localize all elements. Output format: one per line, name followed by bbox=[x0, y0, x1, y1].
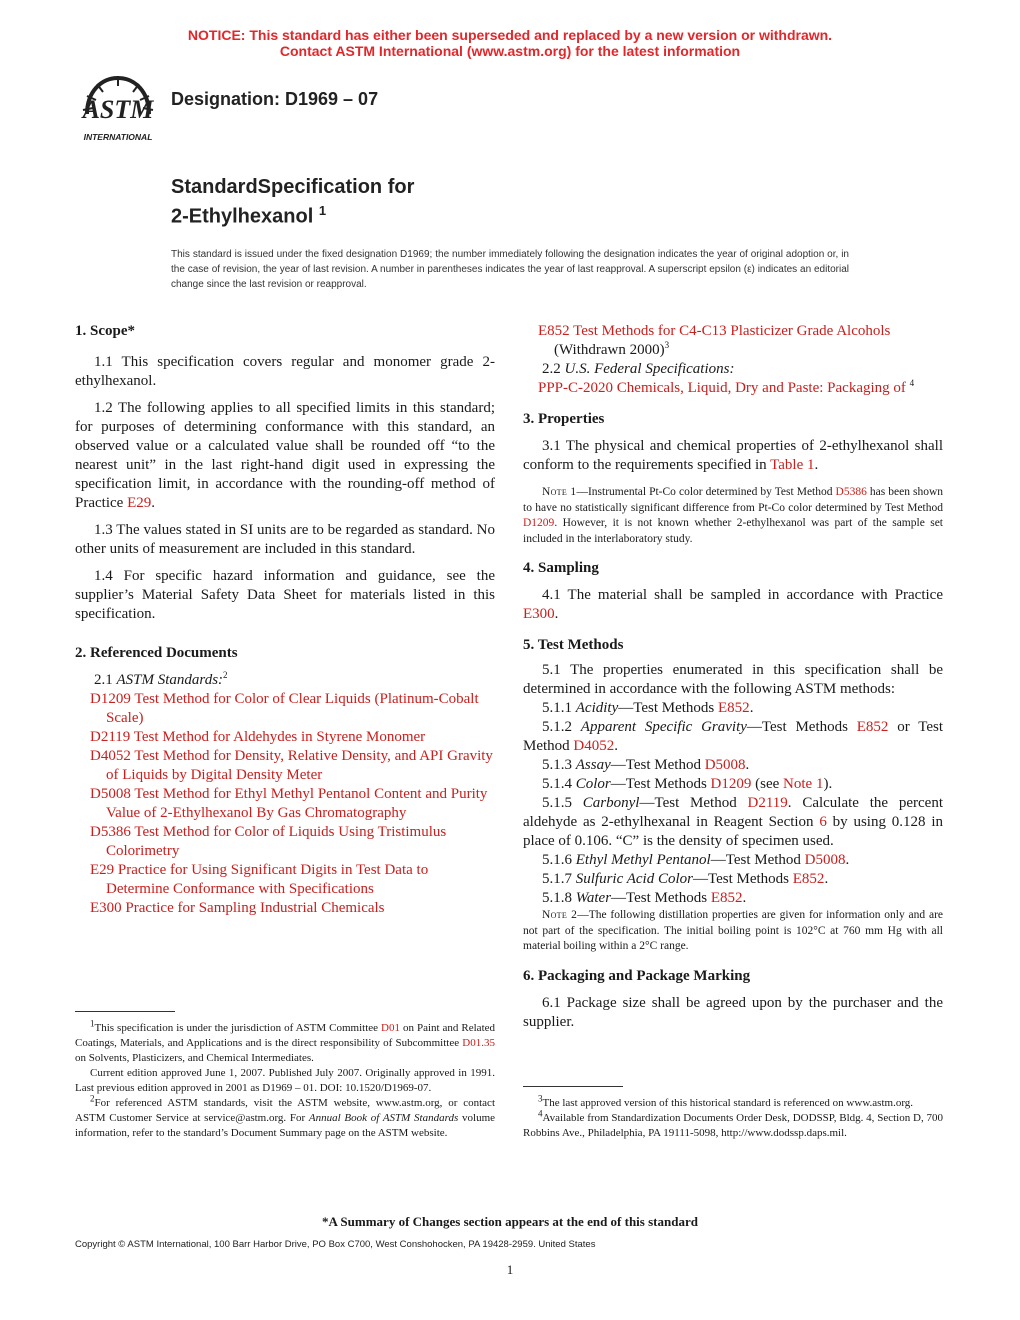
note-1 bbox=[523, 485, 943, 547]
footnote-1 bbox=[75, 1018, 496, 1066]
item-text: —Test Method bbox=[710, 852, 805, 868]
item-name: Color bbox=[575, 776, 611, 792]
para-1-3: 1.3 The values stated in SI units are to be regarded as standard. No other units of measurement are included in this standard. bbox=[75, 522, 495, 557]
item-num: 5.1.2 bbox=[542, 719, 581, 735]
footnote-4 bbox=[523, 1108, 943, 1141]
logo-international: INTERNATIONAL bbox=[83, 132, 153, 142]
ref-title[interactable]: Test Method for Aldehydes in Styrene Monomer bbox=[130, 729, 426, 745]
item-5-1-5 bbox=[523, 794, 943, 851]
para-4-1-text: 4.1 The material shall be sampled in accordance with Practice bbox=[542, 587, 943, 603]
item-link[interactable]: E852 bbox=[718, 700, 750, 716]
para-1-2-text: 1.2 The following applies to all specified limits in this standard; for purposes of determining conformance with this standard, an observed value or a calculated value shall be rounded off “to the nearest unit” in the last right-hand digit used in expressing the specification limit, in accordance with the rounding-off method of Practice bbox=[75, 400, 495, 511]
para-4-1 bbox=[523, 586, 943, 624]
item-text: —Test Methods bbox=[611, 890, 711, 906]
link-d01-35[interactable]: D01.35 bbox=[462, 1037, 495, 1049]
footnote-4-mark: 4 bbox=[538, 1108, 543, 1119]
para-2-1 bbox=[75, 671, 495, 690]
section-5-heading: 5. Test Methods bbox=[523, 637, 624, 653]
footnote-rule-left bbox=[75, 1011, 175, 1012]
ref-d5008[interactable] bbox=[75, 785, 495, 823]
footnote-2-text-a: For referenced ASTM standards, visit the ASTM website, www.astm.org, or contact ASTM Customer Service at service@astm.org. For bbox=[75, 1097, 495, 1124]
item-link-2[interactable]: D4052 bbox=[573, 738, 615, 754]
ref-e300[interactable] bbox=[75, 899, 495, 918]
item-num: 5.1.3 bbox=[542, 757, 576, 773]
item-end: . bbox=[845, 852, 850, 868]
item-end: . bbox=[742, 890, 747, 906]
section-1-heading: 1. Scope* bbox=[75, 323, 135, 339]
para-3-1-text: 3.1 The physical and chemical properties of 2-ethylhexanol shall conform to the requirements specified in bbox=[523, 438, 943, 473]
item-link[interactable]: E852 bbox=[792, 871, 825, 887]
note-1-text-a: —Instrumental Pt-Co color determined by Test Method bbox=[576, 486, 836, 498]
astm-logo-icon bbox=[73, 70, 163, 148]
designation: Designation: D1969 – 07 bbox=[171, 89, 379, 109]
ref-title[interactable]: Test Methods for C4-C13 Plasticizer Grade Alcohols bbox=[569, 323, 891, 339]
para-2-2-italic: U.S. Federal Specifications: bbox=[564, 361, 735, 377]
link-e300[interactable]: E300 bbox=[523, 606, 555, 622]
superseded-notice bbox=[0, 27, 1020, 59]
link-d5386[interactable]: D5386 bbox=[835, 486, 867, 498]
item-num: 5.1.5 bbox=[542, 795, 583, 811]
note-1-text-c: . However, it is not known whether 2-ethylhexanol was part of the sample set included in the interlaboratory study. bbox=[523, 517, 943, 545]
para-2-1-label: 2.1 bbox=[94, 672, 117, 688]
item-name: Water bbox=[575, 890, 612, 906]
item-num: 5.1.8 bbox=[542, 890, 576, 906]
ref-withdrawn: (Withdrawn 2000) bbox=[554, 342, 665, 358]
item-text: —Test Method bbox=[639, 795, 748, 811]
footnotes-right bbox=[523, 1093, 943, 1141]
item-5-1-4 bbox=[523, 775, 943, 794]
ref-code[interactable]: E852 bbox=[538, 323, 570, 339]
issuance-statement: This standard is issued under the fixed designation D1969; the number immediately following the designation indicates the year of original adoption or, in the case of revision, the year of last revision. A number in parentheses indicates the year of last reapproval. A superscript epsilon (ε) indicates an editorial change since the last revision or reapproval. bbox=[171, 249, 849, 290]
ref-code[interactable]: PPP-C-2020 bbox=[538, 380, 614, 396]
footnote-3-mark: 3 bbox=[538, 1093, 543, 1104]
page-title bbox=[171, 175, 414, 229]
ref-code[interactable]: D4052 bbox=[90, 748, 131, 764]
item-link[interactable]: E852 bbox=[710, 890, 743, 906]
item-link-2[interactable]: 6 bbox=[819, 814, 827, 830]
para-2-2 bbox=[523, 360, 943, 379]
link-e29[interactable]: E29 bbox=[127, 495, 152, 511]
logo-letters: ASTM bbox=[82, 95, 154, 124]
para-1-2-end: . bbox=[151, 495, 155, 511]
item-name: Sulfuric Acid Color bbox=[575, 871, 693, 887]
ref-code[interactable]: D2119 bbox=[90, 729, 131, 745]
item-text: —Test Method bbox=[610, 757, 705, 773]
section-3-heading: 3. Properties bbox=[523, 411, 605, 427]
page-number: 1 bbox=[506, 1262, 514, 1277]
footnote-1-mark: 1 bbox=[90, 1018, 95, 1029]
item-link[interactable]: D2119 bbox=[747, 795, 788, 811]
link-d01[interactable]: D01 bbox=[381, 1022, 400, 1034]
item-text: —Test Methods bbox=[692, 871, 793, 887]
ref-e29[interactable] bbox=[75, 861, 495, 899]
item-num: 5.1.7 bbox=[542, 871, 576, 887]
item-end: ). bbox=[823, 776, 833, 792]
footnote-1-text-b: on Paint and Related Coatings, Materials, and Applications and is the direct responsibility of Subcommittee bbox=[75, 1022, 496, 1049]
ref-d5386[interactable] bbox=[75, 823, 495, 861]
title-line-2 bbox=[171, 199, 414, 229]
footnote-rule-right bbox=[523, 1086, 623, 1087]
item-5-1-6 bbox=[523, 851, 943, 870]
footnote-2-italic: Annual Book of ASTM Standards bbox=[308, 1112, 459, 1124]
note-1-text-b: has been shown to have no statistically significant difference from Pt-Co color determined by Test Method bbox=[523, 486, 943, 514]
footnote-2-mark: 2 bbox=[90, 1093, 95, 1104]
astm-logo bbox=[73, 70, 163, 148]
note-2-label: Note 2 bbox=[542, 909, 578, 921]
ref-title[interactable]: Test Method for Density, Relative Density, and API Gravity of Liquids by Digital Density Meter bbox=[106, 748, 493, 783]
notice-line-2: Contact ASTM International (www.astm.org) for the latest information bbox=[279, 43, 741, 59]
ref-title[interactable]: Test Method for Color of Clear Liquids (Platinum-Cobalt Scale) bbox=[106, 691, 479, 726]
footnote-3-text: The last approved version of this historical standard is referenced on www.astm.org. bbox=[542, 1097, 914, 1109]
fn-mark-2[interactable]: 2 bbox=[223, 670, 228, 680]
item-5-1-3 bbox=[523, 756, 943, 775]
item-link-2[interactable]: Note 1 bbox=[783, 776, 824, 792]
item-5-1-1 bbox=[523, 699, 943, 718]
left-column bbox=[75, 322, 495, 918]
ref-d2119[interactable] bbox=[75, 728, 495, 747]
footnote-2-text-b: volume information, refer to the standard’s Document Summary page on the ASTM website. bbox=[75, 1112, 496, 1139]
section-6-heading: 6. Packaging and Package Marking bbox=[523, 967, 751, 984]
para-3-1-end: . bbox=[814, 457, 819, 473]
link-table-1[interactable]: Table 1 bbox=[770, 457, 815, 473]
item-end: . bbox=[614, 738, 619, 754]
ref-d1209[interactable] bbox=[75, 690, 495, 728]
item-link[interactable]: D1209 bbox=[710, 776, 752, 792]
footnote-1-text-c: on Solvents, Plasticizers, and Chemical Intermediates. bbox=[75, 1052, 314, 1064]
item-end: . bbox=[745, 757, 750, 773]
para-1-1: 1.1 This specification covers regular and monomer grade 2-ethylhexanol. bbox=[75, 354, 495, 389]
item-5-1-8 bbox=[523, 889, 943, 908]
ref-ppp-c-2020[interactable] bbox=[523, 379, 943, 398]
summary-of-changes-note: *A Summary of Changes section appears at the end of this standard bbox=[322, 1214, 698, 1229]
para-4-1-end: . bbox=[554, 606, 559, 622]
note-2 bbox=[523, 908, 943, 955]
ref-code[interactable]: E29 bbox=[90, 862, 115, 878]
footnote-3 bbox=[523, 1093, 943, 1111]
item-end: . bbox=[749, 700, 754, 716]
item-num: 5.1.1 bbox=[542, 700, 576, 716]
item-link[interactable]: E852 bbox=[856, 719, 889, 735]
ref-code[interactable]: D1209 bbox=[90, 691, 131, 707]
ref-title[interactable]: Test Method for Color of Liquids Using Tristimulus Colorimetry bbox=[106, 824, 447, 859]
item-mid: . Calculate the percent aldehyde as 2-ethylhexanal in Reagent Section bbox=[523, 795, 943, 830]
footnote-1-edition: Current edition approved June 1, 2007. Published July 2007. Originally approved in 1991. Last previous edition approved in 2001 as D1969 – 01. DOI: 10.1520/D1969-07. bbox=[75, 1067, 495, 1094]
ref-title[interactable]: Test Method for Ethyl Methyl Pentanol Content and Purity Value of 2-Ethylhexanol By Gas Chromatography bbox=[106, 786, 488, 821]
link-d1209[interactable]: D1209 bbox=[523, 517, 555, 529]
item-name: Carbonyl bbox=[582, 795, 640, 811]
fn-mark-3[interactable]: 3 bbox=[664, 340, 670, 350]
item-end: . bbox=[824, 871, 829, 887]
item-end: by using 0.128 in place of 0.106. “C” is the density of specimen used. bbox=[523, 814, 943, 849]
para-1-2 bbox=[75, 399, 495, 513]
notice-line-1: NOTICE: This standard has either been superseded and replaced by a new version or withdrawn. bbox=[187, 27, 833, 43]
ref-title[interactable]: Practice for Sampling Industrial Chemicals bbox=[121, 900, 385, 916]
section-2-heading: 2. Referenced Documents bbox=[75, 645, 238, 661]
item-num: 5.1.6 bbox=[542, 852, 576, 868]
ref-code[interactable]: E300 bbox=[90, 900, 122, 916]
item-num: 5.1.4 bbox=[542, 776, 576, 792]
item-name: Assay bbox=[575, 757, 611, 773]
footnotes-left bbox=[75, 1018, 496, 1141]
ref-d4052[interactable] bbox=[75, 747, 495, 785]
item-text: —Test Methods bbox=[746, 719, 857, 735]
ref-title[interactable]: Chemicals, Liquid, Dry and Paste: Packaging of bbox=[613, 380, 906, 396]
footnote-4-text: Available from Standardization Documents Order Desk, DODSSP, Bldg. 4, Section D, 700 Robbins Ave., Philadelphia, PA 19111-5098, http://www.dodssp.daps.mil. bbox=[523, 1112, 943, 1139]
item-5-1-2 bbox=[523, 718, 943, 756]
note-1-label: Note 1 bbox=[542, 486, 577, 498]
item-name: Apparent Specific Gravity bbox=[580, 719, 747, 735]
para-2-2-label: 2.2 bbox=[542, 361, 565, 377]
fn-mark-4[interactable]: 4 bbox=[909, 378, 915, 388]
section-4-heading: 4. Sampling bbox=[523, 560, 599, 576]
para-3-1 bbox=[523, 437, 943, 475]
item-link[interactable]: D5008 bbox=[704, 757, 746, 773]
copyright: Copyright © ASTM International, 100 Barr Harbor Drive, PO Box C700, West Conshohocken, PA 19428-2959. United States bbox=[75, 1239, 596, 1250]
right-column bbox=[523, 322, 943, 1032]
item-5-1-7 bbox=[523, 870, 943, 889]
para-6-1: 6.1 Package size shall be agreed upon by the purchaser and the supplier. bbox=[523, 994, 943, 1030]
footnote-1-text-a: This specification is under the jurisdiction of ASTM Committee bbox=[94, 1022, 382, 1034]
ref-title[interactable]: Practice for Using Significant Digits in Test Data to Determine Conformance with Specifications bbox=[106, 862, 429, 897]
title-footnote-mark[interactable]: 1 bbox=[318, 203, 327, 218]
title-name: 2-Ethylhexanol bbox=[171, 205, 314, 228]
item-mid: or Test Method bbox=[523, 719, 943, 754]
item-mid: (see bbox=[751, 776, 784, 792]
ref-e852[interactable] bbox=[523, 322, 943, 360]
note-2-text: —The following distillation properties are given for information only and are not part of the specification. The initial boiling point is 102°C at 760 mm Hg with all material boiling within a 2°C range. bbox=[523, 909, 943, 952]
para-1-4: 1.4 For specific hazard information and guidance, see the supplier’s Material Safety Data Sheet for materials listed in this specification. bbox=[75, 568, 495, 622]
para-2-1-italic: ASTM Standards: bbox=[116, 672, 224, 688]
item-name: Acidity bbox=[575, 700, 619, 716]
item-name: Ethyl Methyl Pentanol bbox=[575, 852, 711, 868]
ref-code[interactable]: D5008 bbox=[90, 786, 131, 802]
ref-code[interactable]: D5386 bbox=[90, 824, 131, 840]
item-link[interactable]: D5008 bbox=[804, 852, 846, 868]
para-5-1: 5.1 The properties enumerated in this specification shall be determined in accordance with the following ASTM methods: bbox=[523, 662, 943, 697]
item-text: —Test Methods bbox=[618, 700, 719, 716]
title-line-1: StandardSpecification for bbox=[171, 176, 415, 198]
item-text: —Test Methods bbox=[610, 776, 711, 792]
footnote-2 bbox=[75, 1093, 496, 1141]
